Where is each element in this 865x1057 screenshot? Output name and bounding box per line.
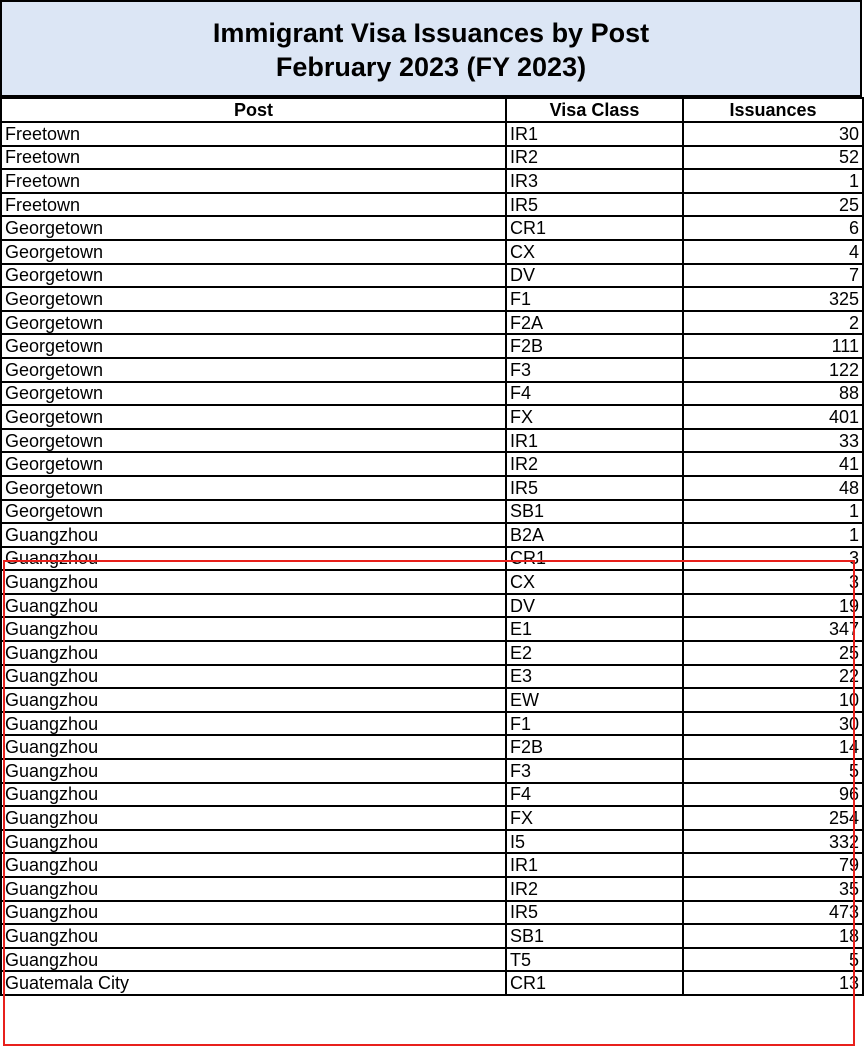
visa-class-cell: IR2 — [506, 452, 683, 476]
issuances-cell: 25 — [683, 193, 863, 217]
table-row — [1, 216, 863, 240]
table-row — [1, 971, 863, 995]
visa-class-cell: IR3 — [506, 169, 683, 193]
visa-class-cell: F2A — [506, 311, 683, 335]
issuances-cell: 3 — [683, 570, 863, 594]
table-row — [1, 901, 863, 925]
table-row — [1, 334, 863, 358]
table-row — [1, 311, 863, 335]
post-cell: Georgetown — [1, 476, 506, 500]
post-cell: Guangzhou — [1, 853, 506, 877]
table-row — [1, 617, 863, 641]
post-cell: Freetown — [1, 146, 506, 170]
visa-class-cell: F4 — [506, 783, 683, 807]
visa-class-cell: F4 — [506, 382, 683, 406]
table-body — [1, 122, 863, 995]
table-row — [1, 405, 863, 429]
post-cell: Guangzhou — [1, 547, 506, 571]
post-cell: Guangzhou — [1, 806, 506, 830]
issuance-table — [0, 97, 864, 996]
visa-class-cell: IR2 — [506, 877, 683, 901]
issuances-cell: 401 — [683, 405, 863, 429]
visa-class-cell: F2B — [506, 735, 683, 759]
post-cell: Georgetown — [1, 405, 506, 429]
table-row — [1, 523, 863, 547]
table-row — [1, 712, 863, 736]
issuances-cell: 6 — [683, 216, 863, 240]
table-title — [0, 0, 862, 97]
visa-class-cell: F1 — [506, 287, 683, 311]
visa-class-cell: CX — [506, 240, 683, 264]
visa-class-cell: T5 — [506, 948, 683, 972]
table-row — [1, 193, 863, 217]
table-row — [1, 500, 863, 524]
visa-class-cell: IR1 — [506, 853, 683, 877]
issuances-cell: 19 — [683, 594, 863, 618]
post-cell: Georgetown — [1, 287, 506, 311]
issuances-cell: 473 — [683, 901, 863, 925]
table-row — [1, 240, 863, 264]
post-cell: Georgetown — [1, 382, 506, 406]
visa-class-cell: B2A — [506, 523, 683, 547]
issuances-cell: 33 — [683, 429, 863, 453]
post-cell: Guangzhou — [1, 641, 506, 665]
visa-class-cell: E1 — [506, 617, 683, 641]
issuances-cell: 1 — [683, 169, 863, 193]
issuances-cell: 18 — [683, 924, 863, 948]
post-cell: Guangzhou — [1, 948, 506, 972]
issuances-cell: 35 — [683, 877, 863, 901]
title-line-2: February 2023 (FY 2023) — [275, 52, 587, 82]
issuances-cell: 4 — [683, 240, 863, 264]
post-cell: Guangzhou — [1, 594, 506, 618]
issuances-cell: 5 — [683, 948, 863, 972]
post-cell: Guangzhou — [1, 924, 506, 948]
issuances-cell: 30 — [683, 122, 863, 146]
table-row — [1, 358, 863, 382]
issuances-cell: 48 — [683, 476, 863, 500]
issuances-cell: 25 — [683, 641, 863, 665]
column-header-visa-class: Visa Class — [506, 98, 683, 122]
table-row — [1, 665, 863, 689]
table-row — [1, 877, 863, 901]
issuances-cell: 30 — [683, 712, 863, 736]
table-row — [1, 924, 863, 948]
visa-class-cell: F1 — [506, 712, 683, 736]
visa-class-cell: IR1 — [506, 429, 683, 453]
visa-class-cell: CR1 — [506, 216, 683, 240]
visa-class-cell: CR1 — [506, 971, 683, 995]
visa-class-cell: IR5 — [506, 901, 683, 925]
issuances-cell: 2 — [683, 311, 863, 335]
post-cell: Guangzhou — [1, 665, 506, 689]
post-cell: Guangzhou — [1, 759, 506, 783]
post-cell: Georgetown — [1, 216, 506, 240]
issuances-cell: 332 — [683, 830, 863, 854]
visa-class-cell: SB1 — [506, 924, 683, 948]
visa-class-cell: DV — [506, 264, 683, 288]
table-row — [1, 122, 863, 146]
issuances-cell: 5 — [683, 759, 863, 783]
post-cell: Guangzhou — [1, 877, 506, 901]
visa-class-cell: E2 — [506, 641, 683, 665]
table-row — [1, 948, 863, 972]
issuances-cell: 52 — [683, 146, 863, 170]
column-header-post: Post — [1, 98, 506, 122]
visa-class-cell: SB1 — [506, 500, 683, 524]
issuances-cell: 347 — [683, 617, 863, 641]
visa-class-cell: I5 — [506, 830, 683, 854]
issuances-cell: 96 — [683, 783, 863, 807]
post-cell: Freetown — [1, 169, 506, 193]
issuances-cell: 1 — [683, 523, 863, 547]
post-cell: Georgetown — [1, 311, 506, 335]
table-row — [1, 688, 863, 712]
issuances-cell: 79 — [683, 853, 863, 877]
column-header-issuances: Issuances — [683, 98, 863, 122]
visa-class-cell: CR1 — [506, 547, 683, 571]
visa-class-cell: IR5 — [506, 193, 683, 217]
post-cell: Guangzhou — [1, 712, 506, 736]
visa-class-cell: F3 — [506, 358, 683, 382]
post-cell: Georgetown — [1, 452, 506, 476]
issuances-cell: 10 — [683, 688, 863, 712]
table-row — [1, 735, 863, 759]
issuances-cell: 254 — [683, 806, 863, 830]
visa-class-cell: EW — [506, 688, 683, 712]
table-row — [1, 429, 863, 453]
visa-class-cell: DV — [506, 594, 683, 618]
issuances-cell: 13 — [683, 971, 863, 995]
visa-class-cell: IR2 — [506, 146, 683, 170]
table-row — [1, 146, 863, 170]
visa-class-cell: F2B — [506, 334, 683, 358]
issuances-cell: 7 — [683, 264, 863, 288]
table-row — [1, 594, 863, 618]
visa-class-cell: FX — [506, 806, 683, 830]
post-cell: Guangzhou — [1, 901, 506, 925]
issuances-cell: 88 — [683, 382, 863, 406]
visa-class-cell: FX — [506, 405, 683, 429]
visa-class-cell: IR1 — [506, 122, 683, 146]
table-row — [1, 169, 863, 193]
post-cell: Georgetown — [1, 429, 506, 453]
table-row — [1, 853, 863, 877]
table-row — [1, 264, 863, 288]
issuances-cell: 14 — [683, 735, 863, 759]
issuances-cell: 111 — [683, 334, 863, 358]
post-cell: Georgetown — [1, 334, 506, 358]
table-row — [1, 476, 863, 500]
post-cell: Georgetown — [1, 500, 506, 524]
post-cell: Guatemala City — [1, 971, 506, 995]
post-cell: Freetown — [1, 193, 506, 217]
table-row — [1, 382, 863, 406]
post-cell: Guangzhou — [1, 523, 506, 547]
post-cell: Guangzhou — [1, 617, 506, 641]
issuances-cell: 22 — [683, 665, 863, 689]
issuances-cell: 325 — [683, 287, 863, 311]
table-row — [1, 759, 863, 783]
table-row — [1, 641, 863, 665]
post-cell: Guangzhou — [1, 783, 506, 807]
visa-class-cell: IR5 — [506, 476, 683, 500]
post-cell: Guangzhou — [1, 688, 506, 712]
issuances-cell: 3 — [683, 547, 863, 571]
visa-class-cell: F3 — [506, 759, 683, 783]
post-cell: Freetown — [1, 122, 506, 146]
post-cell: Guangzhou — [1, 735, 506, 759]
table-row — [1, 570, 863, 594]
table-row — [1, 452, 863, 476]
post-cell: Georgetown — [1, 358, 506, 382]
title-line-1: Immigrant Visa Issuances by Post — [212, 18, 650, 48]
post-cell: Guangzhou — [1, 830, 506, 854]
visa-class-cell: CX — [506, 570, 683, 594]
table-row — [1, 830, 863, 854]
issuances-cell: 41 — [683, 452, 863, 476]
header-row — [1, 98, 863, 122]
post-cell: Georgetown — [1, 240, 506, 264]
table-row — [1, 547, 863, 571]
post-cell: Georgetown — [1, 264, 506, 288]
visa-class-cell: E3 — [506, 665, 683, 689]
post-cell: Guangzhou — [1, 570, 506, 594]
table-row — [1, 783, 863, 807]
table-row — [1, 287, 863, 311]
issuances-cell: 122 — [683, 358, 863, 382]
table-row — [1, 806, 863, 830]
issuances-cell: 1 — [683, 500, 863, 524]
